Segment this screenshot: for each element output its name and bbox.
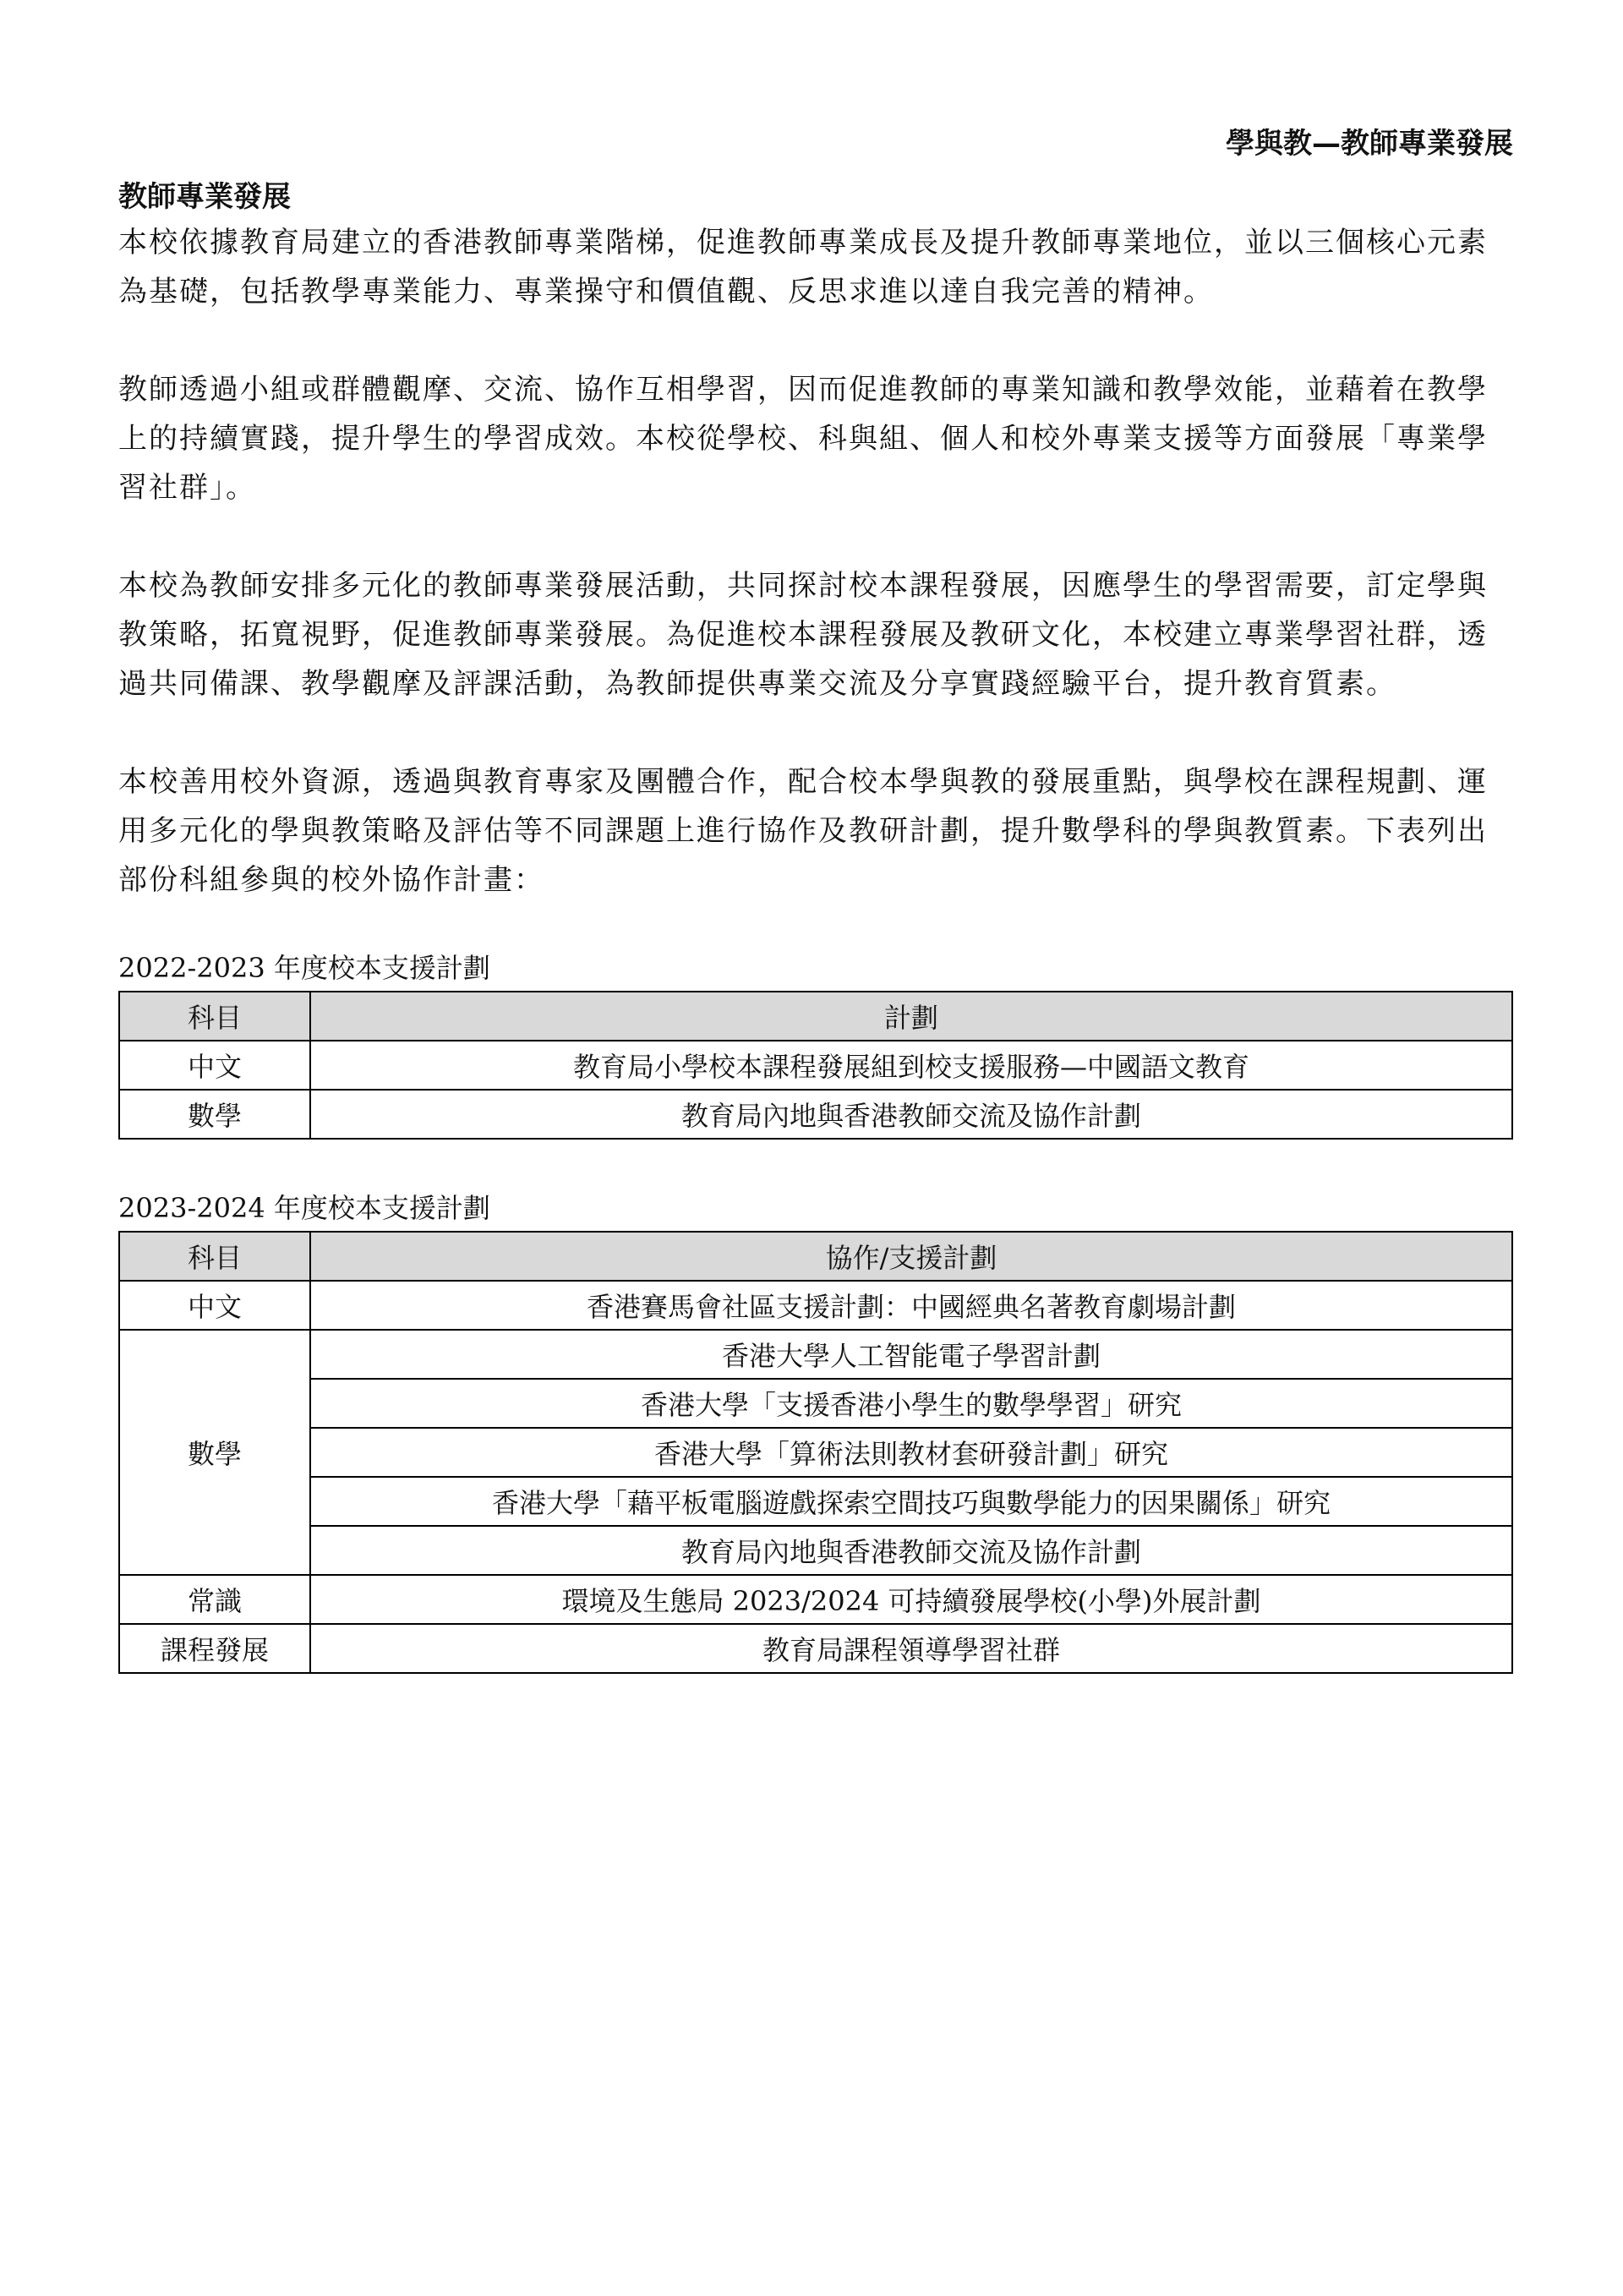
- plan-cell: 香港大學人工智能電子學習計劃: [310, 1330, 1512, 1379]
- paragraph: 本校善用校外資源，透過與教育專家及團體合作，配合校本學與教的發展重點，與學校在課程規劃、運用多元化的學與教策略及評估等不同課題上進行協作及教研計劃，提升數學科的學與教質素。下表列出部份科組參與的校外協作計畫：: [118, 765, 1488, 897]
- subject-cell: 中文: [119, 1281, 310, 1330]
- paragraph: 教師透過小組或群體觀摩、交流、協作互相學習，因而促進教師的專業知識和教學效能，並藉着在教學上的持續實踐，提升學生的學習成效。本校從學校、科與組、個人和校外專業支援等方面發展「專業學習社群」。: [118, 373, 1488, 505]
- table-row: [119, 1330, 1512, 1379]
- plan-cell: 香港大學「算術法則教材套研發計劃」研究: [310, 1428, 1512, 1477]
- table1-caption: 2022-2023 年度校本支援計劃: [118, 952, 490, 984]
- subject-cell: 常識: [119, 1575, 310, 1624]
- plan-cell: 香港大學「支援香港小學生的數學學習」研究: [310, 1379, 1512, 1428]
- table-row: [119, 1041, 1512, 1090]
- header-subject: 科目: [119, 1232, 310, 1281]
- table-row: [119, 1379, 1512, 1428]
- plan-cell: 環境及生態局 2023/2024 可持續發展學校(小學)外展計劃: [310, 1575, 1512, 1624]
- table-header-row: [119, 992, 1512, 1041]
- plan-cell: 教育局內地與香港教師交流及協作計劃: [310, 1090, 1512, 1139]
- paragraph: 本校依據教育局建立的香港教師專業階梯，促進教師專業成長及提升教師專業地位，並以三個核心元素為基礎，包括教學專業能力、專業操守和價值觀、反思求進以達自我完善的精神。: [118, 226, 1488, 309]
- paragraph: 本校為教師安排多元化的教師專業發展活動，共同探討校本課程發展，因應學生的學習需要，訂定學與教策略，拓寬視野，促進教師專業發展。為促進校本課程發展及教研文化，本校建立專業學習社群，透過共同備課、教學觀摩及評課活動，為教師提供專業交流及分享實踐經驗平台，提升教育質素。: [118, 569, 1488, 701]
- page-title: 教師專業發展: [118, 180, 291, 214]
- support-plan-table-2023: [118, 1231, 1513, 1674]
- subject-cell: 課程發展: [119, 1624, 310, 1673]
- plan-cell: 教育局內地與香港教師交流及協作計劃: [310, 1526, 1512, 1575]
- table-row: [119, 1428, 1512, 1477]
- header-subject: 科目: [119, 992, 310, 1041]
- plan-cell: 香港大學「藉平板電腦遊戲探索空間技巧與數學能力的因果關係」研究: [310, 1477, 1512, 1526]
- header-plan: 協作/支援計劃: [310, 1232, 1512, 1281]
- table-row: [119, 1624, 1512, 1673]
- subject-cell: 中文: [119, 1041, 310, 1090]
- table-header-row: [119, 1232, 1512, 1281]
- header-section-label: 學與教—教師專業發展: [1226, 127, 1513, 161]
- plan-cell: 教育局小學校本課程發展組到校支援服務—中國語文教育: [310, 1041, 1512, 1090]
- subject-cell: 數學: [119, 1330, 310, 1575]
- table-row: [119, 1575, 1512, 1624]
- table2-caption: 2023-2024 年度校本支援計劃: [118, 1192, 490, 1224]
- support-plan-table-2022: [118, 991, 1513, 1140]
- body-content: [118, 218, 1513, 1721]
- table-row: [119, 1477, 1512, 1526]
- table-row: [119, 1526, 1512, 1575]
- table-row: [119, 1090, 1512, 1139]
- plan-cell: 香港賽馬會社區支援計劃：中國經典名著教育劇場計劃: [310, 1281, 1512, 1330]
- plan-cell: 教育局課程領導學習社群: [310, 1624, 1512, 1673]
- table-row: [119, 1281, 1512, 1330]
- subject-cell: 數學: [119, 1090, 310, 1139]
- header-plan: 計劃: [310, 992, 1512, 1041]
